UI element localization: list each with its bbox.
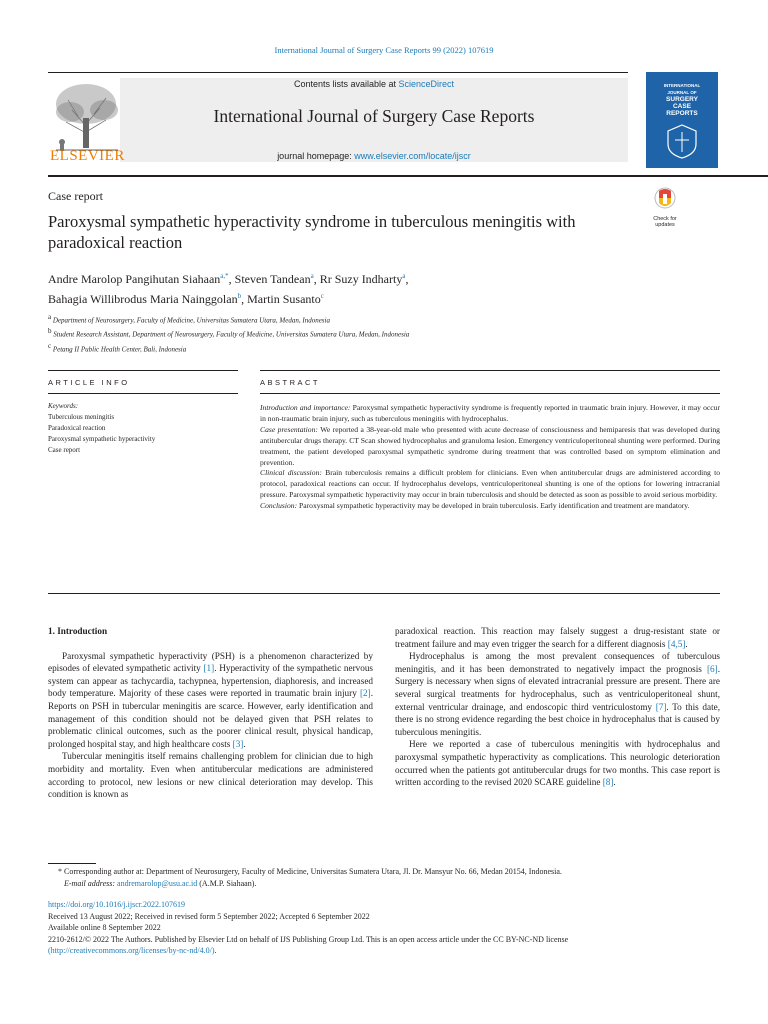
- section-heading-introduction: 1. Introduction: [48, 626, 108, 636]
- citation-ref-link[interactable]: [6]: [706, 663, 718, 674]
- author-affil-sup[interactable]: b: [237, 292, 242, 300]
- abstract-section-label: Case presentation:: [260, 424, 318, 434]
- text-run: . Reports on PSH in tubercular meningitis are scarce. However, early identification and management of this condition should not be delayed given that PSH relates to problematic clinical outcomes, such as the poorer clinical result, physical handicap, prolonged hospital stay, and high healthcare costs: [48, 688, 373, 749]
- author-name: Bahagia Willibrodus Maria Nainggolan: [48, 292, 238, 306]
- check-for-updates-badge[interactable]: [648, 187, 682, 229]
- citation-ref-link[interactable]: [1]: [203, 663, 215, 674]
- doi-link[interactable]: https://doi.org/10.1016/j.ijscr.2022.107619: [48, 900, 185, 909]
- author-list: [48, 268, 668, 308]
- cover-line-3: SURGERY: [666, 96, 698, 103]
- email-line: [48, 878, 728, 890]
- article-title: Paroxysmal sympathetic hyperactivity syndrome in tuberculous meningitis with paradoxical reaction: [48, 212, 576, 252]
- author-separator: ,: [313, 272, 320, 286]
- author-name: Andre Marolop Pangihutan Siahaan: [48, 272, 221, 286]
- author-affil-sup[interactable]: a: [310, 272, 314, 280]
- keywords-block: [48, 401, 238, 456]
- contents-prefix: Contents lists available at: [293, 79, 399, 89]
- citation-ref-link[interactable]: [2]: [359, 688, 371, 699]
- email-link[interactable]: andremarolop@usu.ac.id: [117, 879, 198, 888]
- citation-ref-link[interactable]: [4,5]: [667, 638, 686, 649]
- sciencedirect-link[interactable]: ScienceDirect: [398, 79, 455, 89]
- cover-line-5: REPORTS: [666, 110, 698, 117]
- keyword: Paroxysmal sympathetic hyperactivity: [48, 435, 156, 443]
- journal-masthead: [48, 72, 628, 168]
- article-info-heading: ARTICLE INFO: [48, 378, 130, 387]
- author[interactable]: [319, 272, 409, 286]
- footnote-rule: [48, 863, 96, 864]
- journal-title: International Journal of Surgery Case Reports: [213, 106, 535, 126]
- abstract-section: [260, 403, 720, 425]
- affiliations: [48, 312, 668, 355]
- crossmark-icon: [654, 187, 676, 211]
- license-link[interactable]: (http://creativecommons.org/licenses/by-nc-nd/4.0/): [48, 946, 215, 955]
- paragraph: Tubercular meningitis itself remains challenging problem for clinician due to high morbidity and mortality. Even when antitubercular medications are administered according to protocol, new lesions or new clinical deterioration may develop. This condition is known as: [48, 751, 373, 800]
- affiliation-text: Department of Neurosurgery, Faculty of Medicine, Universitas Sumatera Utara, Medan, Indonesia: [52, 316, 330, 325]
- license-line: [48, 945, 728, 957]
- text-run: . Hyperactivity of the sympathetic nervous system can appear as tachycardia, tachypnea, hypertension, diaphoresis, and increased body temperature. Majority of these cases were reported in traumatic brain injury: [48, 663, 373, 699]
- affiliation-text: Student Research Assistant, Department of Neurosurgery, Faculty of Medicine, Universitas Sumatera Utara, Medan, Indonesia: [53, 330, 410, 339]
- affiliation-text: Petang II Public Health Center, Bali, Indonesia: [52, 344, 187, 353]
- author-affil-sup[interactable]: a,*: [220, 272, 229, 280]
- cover-line-1: INTERNATIONAL: [663, 83, 701, 88]
- email-label: E-mail address:: [64, 879, 118, 888]
- keyword: Tuberculous meningitis: [48, 413, 115, 421]
- abstract-rule-bottom: [48, 593, 720, 594]
- available-online: Available online 8 September 2022: [48, 923, 161, 932]
- author[interactable]: [48, 272, 229, 286]
- crossmark-label: [648, 216, 682, 228]
- abstract-section-text: Paroxysmal sympathetic hyperactivity syndrome is frequently reported in traumatic brain injury. However, it may occur in non-traumatic brain injury, such as tuberculous meningitis with hydrocephalus.: [260, 403, 720, 423]
- article-metadata: [48, 899, 728, 957]
- cover-line-4: CASE: [672, 103, 692, 110]
- abstract-heading: ABSTRACT: [260, 378, 321, 387]
- paragraph: [48, 650, 373, 751]
- keywords-label: Keywords:: [48, 402, 79, 410]
- text-run: .: [685, 638, 688, 649]
- author[interactable]: [247, 292, 324, 306]
- abstract-body: [260, 403, 720, 512]
- cover-text: [646, 82, 718, 117]
- license-end: .: [214, 946, 217, 955]
- affiliation: [48, 341, 668, 355]
- article-info-rule-top: [48, 370, 238, 371]
- cover-emblem-icon: [662, 122, 702, 160]
- author[interactable]: [235, 272, 314, 286]
- paragraph: [395, 625, 720, 650]
- author-name: Steven Tandean: [234, 272, 311, 286]
- cover-line-2: JOURNAL OF: [667, 90, 697, 95]
- text-run: Here we reported a case of tuberculous meningitis with hydrocephalus and paroxysmal sympathetic hyperactivity as complications. This neurologic deterioration occurred when the patients got antitubercular drugs for two months. This case report is written according to the revised 2020 SCARE guideline: [395, 739, 720, 788]
- keyword: Paradoxical reaction: [48, 424, 106, 432]
- text-run: Paroxysmal sympathetic hyperactivity (PSH) is a phenomenon characterized by episodes of elevated sympathetic activity: [48, 650, 373, 674]
- article-type: Case report: [48, 189, 103, 203]
- crossmark-line-2: updates: [655, 222, 675, 228]
- text-run: . To this date, there is no strong evidence regarding the best choice in hydrocephalus that is caused by tuberculous meningitis.: [395, 701, 720, 737]
- citation-ref-link[interactable]: [8]: [602, 777, 614, 788]
- received-dates: Received 13 August 2022; Received in revised form 5 September 2022; Accepted 6 September 2022: [48, 911, 370, 921]
- abstract-section: [260, 425, 720, 469]
- masthead-top-rule: [48, 72, 628, 73]
- affiliation: [48, 312, 668, 326]
- journal-homepage-link[interactable]: www.elsevier.com/locate/ijscr: [354, 151, 471, 161]
- journal-homepage-line: [120, 151, 628, 161]
- text-run: .: [243, 738, 246, 749]
- citation-ref-link[interactable]: [7]: [655, 701, 667, 712]
- abstract-section-label: Introduction and importance:: [260, 403, 351, 412]
- body-column-left: [48, 625, 373, 801]
- corresponding-author-note: * Corresponding author at: Department of Neurosurgery, Faculty of Medicine, Universitas Sumatera Utara, Jl. Dr. Mansyur No. 66, Medan 20154, Indonesia.: [58, 867, 562, 876]
- homepage-prefix: journal homepage:: [277, 151, 355, 161]
- author-separator: ,: [405, 272, 409, 286]
- journal-citation-link[interactable]: International Journal of Surgery Case Reports 99 (2022) 107619: [274, 45, 494, 55]
- author-separator: ,: [228, 272, 235, 286]
- author-name: Martin Susanto: [247, 292, 321, 306]
- email-suffix: (A.M.P. Siahaan).: [197, 879, 257, 888]
- abstract-section-text: Brain tuberculosis remains a difficult problem for clinicians. Even when antitubercular drugs are administered according to protocol, paradoxical reactions can occur. If hydrocephalus develops, ventriculoperitoneal shunting is one of the options for lowering intracranial pressure. Paroxysmal sympathetic hyperactivity may occur in brain tuberculosis and should be detected as soon as possible to avoid serious morbidity.: [260, 468, 720, 500]
- abstract-section-text: We reported a 38-year-old male who presented with acute decrease of consciousness and hemiparesis that was developed during antitubercular drugs therapy. CT Scan showed hydrocephalus and granuloma lesion. Emergency ventriculoperitoneal shunting were performed. During treatment, the patient developed paroxysmal sympathetic syndrome during treatment that was controlled based on symptom elimination and prevention.: [260, 424, 720, 467]
- abstract-section: [260, 501, 720, 512]
- affiliation-sup: a: [48, 313, 52, 321]
- masthead-bottom-rule: [48, 175, 768, 177]
- abstract-section-text: Paroxysmal sympathetic hyperactivity may be developed in brain tuberculosis. Early identification and treatment are mandatory.: [297, 501, 690, 511]
- abstract-rule-mid: [260, 393, 720, 394]
- paragraph: [395, 650, 720, 738]
- abstract-section-label: Clinical discussion:: [260, 468, 322, 478]
- affiliation-sup: c: [48, 341, 52, 350]
- citation-ref-link[interactable]: [3]: [232, 738, 244, 749]
- journal-cover-thumbnail[interactable]: [646, 72, 718, 168]
- author-name: Rr Suzy Indharty: [319, 272, 403, 286]
- abstract-section: [260, 468, 720, 501]
- paragraph: [395, 738, 720, 788]
- affiliation: [48, 326, 668, 340]
- author-separator: ,: [241, 292, 248, 306]
- affiliation-sup: b: [48, 327, 52, 336]
- elsevier-wordmark: ELSEVIER: [50, 148, 125, 164]
- article-info-rule-mid: [48, 393, 238, 394]
- corresponding-author-footnote: [48, 866, 728, 890]
- body-column-right: [395, 625, 720, 789]
- author-affil-sup[interactable]: c: [320, 292, 324, 300]
- license-text: 2210-2612/© 2022 The Authors. Published by Elsevier Ltd on behalf of IJS Publishing Group Ltd. This is an open access article under the CC BY-NC-ND license: [48, 934, 569, 944]
- abstract-rule-top: [260, 370, 720, 371]
- text-run: . Surgery is necessary when signs of elevated intracranial pressure are present. There are several surgical treatments for hydrocephalus, such as ventriculoperitoneal shunt, external ventricular drainage, and endoscopic third ventriculostomy: [395, 663, 720, 712]
- author-affil-sup[interactable]: a: [402, 272, 406, 280]
- keyword: Case report: [48, 446, 81, 454]
- contents-line: [120, 79, 628, 89]
- abstract-section-label: Conclusion:: [260, 501, 298, 511]
- text-run: paradoxical reaction. This reaction may falsely suggest a drug-resistant state or treatment failure and may even trigger the search for a different diagnosis: [395, 626, 720, 649]
- crossmark-line-1: Check for: [653, 216, 677, 222]
- text-run: .: [613, 777, 616, 788]
- author[interactable]: [48, 292, 241, 306]
- text-run: Hydrocephalus is among the most prevalent consequences of tuberculous meningitis, and it has been demonstrated to negatively impact the prognosis: [395, 651, 720, 674]
